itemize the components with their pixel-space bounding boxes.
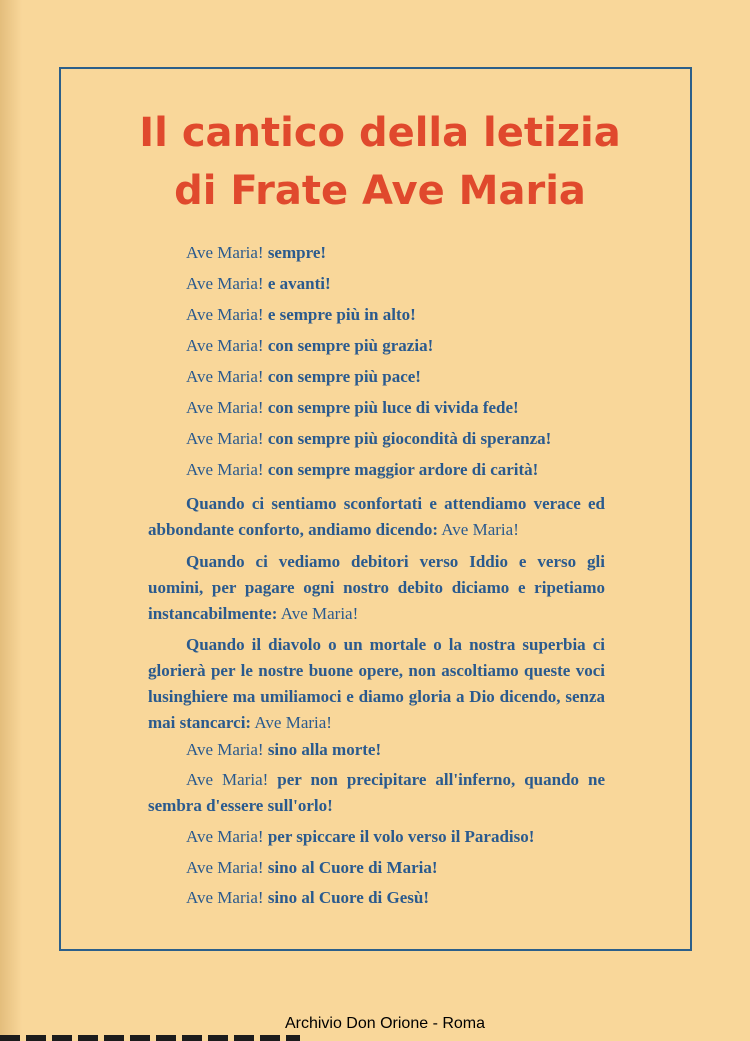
title-line-2: di Frate Ave Maria <box>174 168 586 214</box>
paragraph-closing: Ave Maria! <box>280 604 359 623</box>
paragraph-text: Quando il diavolo o un mortale o la nostra superbia ci glorierà per le nostre buone opere, non ascoltiamo queste voci lusinghiere ma umiliamoci e diamo gloria a Dio dicendo, senza mai stancarci: <box>148 635 605 732</box>
invocation: Ave Maria! <box>186 460 264 479</box>
invocation: Ave Maria! <box>186 367 264 386</box>
paragraph-pride <box>148 632 605 736</box>
litany-text: con sempre più pace! <box>267 367 421 386</box>
paragraph-text: Quando ci sentiamo sconfortati e attendiamo verace ed abbondante conforto, andiamo dicendo: <box>148 494 605 539</box>
litany-text: e avanti! <box>267 274 331 293</box>
invocation: Ave Maria! <box>186 740 264 759</box>
litany-text: con sempre più grazia! <box>267 336 434 355</box>
final-line <box>186 737 381 763</box>
paragraph-text: Quando ci vediamo debitori verso Iddio e verso gli uomini, per pagare ogni nostro debito diciamo e ripetiamo instancabilmente: <box>148 552 605 623</box>
page-edge-shadow <box>0 0 22 1041</box>
litany-line <box>186 333 433 359</box>
final-line <box>186 824 534 850</box>
litany-text: con sempre più luce di vivida fede! <box>267 398 519 417</box>
final-text: sino al Cuore di Gesù! <box>267 888 430 907</box>
litany-line <box>186 271 331 297</box>
litany-line <box>186 395 519 421</box>
invocation: Ave Maria! <box>186 770 269 789</box>
litany-line <box>186 240 326 266</box>
paragraph-comfort <box>148 491 605 543</box>
litany-text: sempre! <box>267 243 327 262</box>
final-line <box>186 885 429 911</box>
invocation: Ave Maria! <box>186 888 264 907</box>
litany-line <box>186 302 416 328</box>
final-text: sino alla morte! <box>267 740 382 759</box>
invocation: Ave Maria! <box>186 398 264 417</box>
invocation: Ave Maria! <box>186 305 264 324</box>
litany-line <box>186 457 538 483</box>
bottom-edge-strip <box>0 1035 300 1041</box>
archive-footer: Archivio Don Orione - Roma <box>284 1015 486 1032</box>
invocation: Ave Maria! <box>186 243 264 262</box>
paragraph-debt <box>148 549 605 627</box>
invocation: Ave Maria! <box>186 827 264 846</box>
final-line <box>186 855 438 881</box>
final-text: sino al Cuore di Maria! <box>267 858 438 877</box>
invocation: Ave Maria! <box>186 429 264 448</box>
invocation: Ave Maria! <box>186 858 264 877</box>
title-line-1: Il cantico della letizia <box>139 110 621 156</box>
litany-line <box>186 364 421 390</box>
final-text: per non precipitare all'inferno, quando ne sembra d'essere sull'orlo! <box>148 770 605 815</box>
invocation: Ave Maria! <box>186 274 264 293</box>
invocation: Ave Maria! <box>186 336 264 355</box>
litany-text: con sempre più giocondità di speranza! <box>267 429 552 448</box>
final-text: per spiccare il volo verso il Paradiso! <box>267 827 535 846</box>
litany-text: con sempre maggior ardore di carità! <box>267 460 539 479</box>
litany-line <box>186 426 551 452</box>
litany-text: e sempre più in alto! <box>267 305 416 324</box>
final-line-long <box>148 767 605 819</box>
paragraph-closing: Ave Maria! <box>441 520 519 539</box>
paragraph-closing: Ave Maria! <box>254 713 332 732</box>
